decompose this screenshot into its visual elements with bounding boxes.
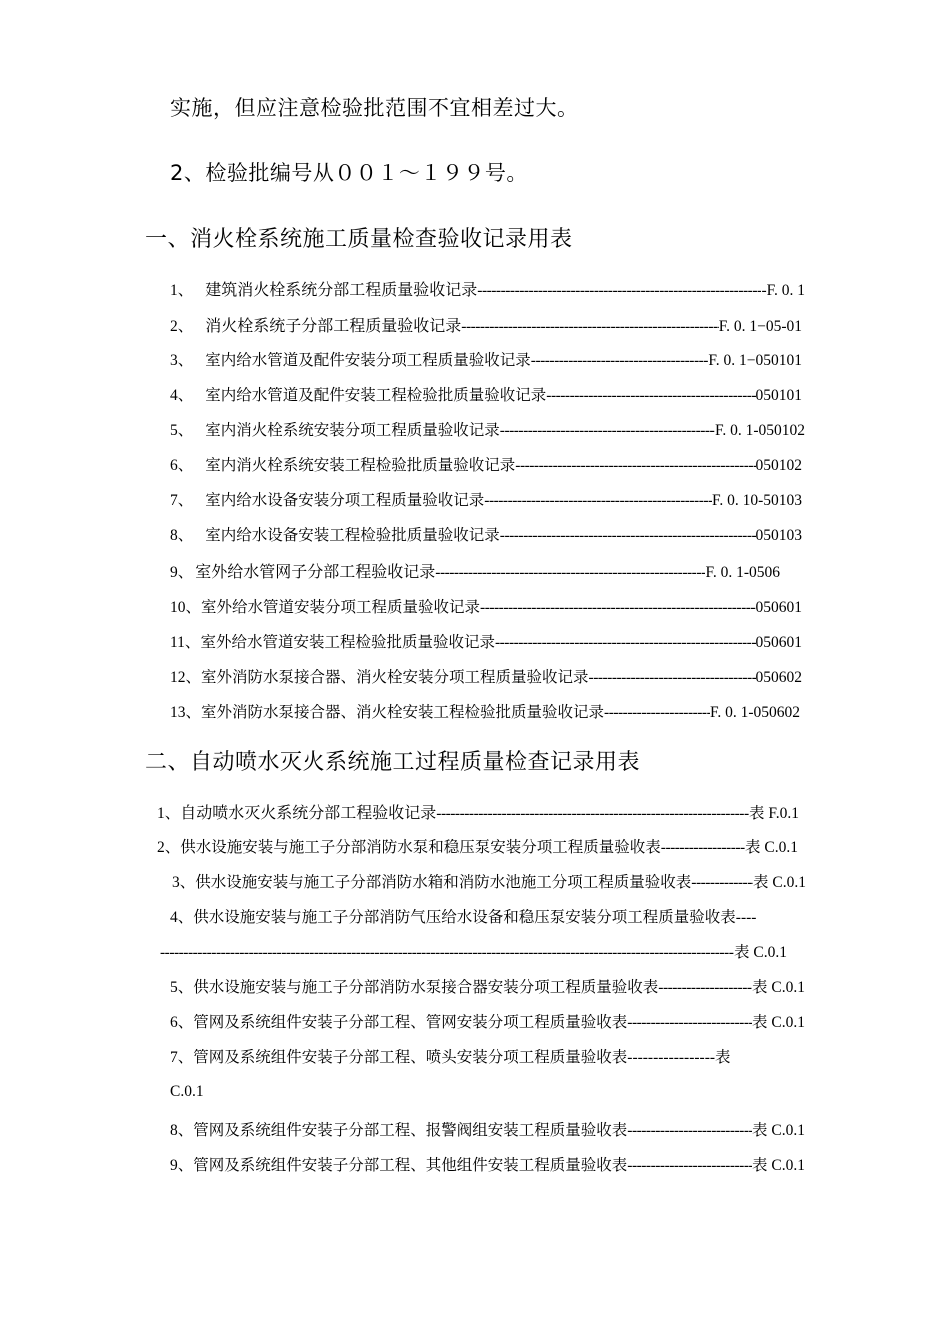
toc-item-title: 室内消火栓系统安装工程检验批质量验收记录	[205, 457, 516, 474]
toc-item-number: 11、	[170, 634, 201, 651]
toc-item-number: 7、	[170, 492, 194, 509]
toc-item[interactable]	[170, 905, 756, 927]
toc-item-number: 3、	[172, 874, 196, 891]
toc-item-code: 050602	[755, 669, 802, 686]
intro-paragraph-line: 实施，但应注意检验批范围不宜相差过大。	[170, 96, 579, 120]
toc-item-code: F. 0. 1−050101	[708, 352, 802, 369]
toc-item[interactable]	[170, 348, 802, 370]
toc-item-number: 2、	[157, 839, 181, 856]
toc-item[interactable]	[170, 418, 805, 440]
toc-item-title: 建筑消火栓系统分部工程质量验收记录	[205, 280, 478, 299]
toc-item[interactable]	[170, 595, 802, 617]
toc-item-number: 1、	[157, 805, 181, 822]
toc-item-code: 表 C.0.1	[753, 874, 806, 891]
toc-item-code: 表 C.0.1	[752, 1122, 805, 1139]
toc-item-code: F. 0. 10-50103	[711, 492, 802, 509]
dot-leader	[480, 599, 755, 617]
dot-leader	[661, 839, 745, 857]
dot-leader	[627, 1014, 752, 1032]
toc-item-number: 10、	[170, 599, 202, 616]
toc-item[interactable]	[170, 1153, 805, 1175]
toc-item-number: 9、	[170, 1157, 194, 1174]
dot-leader-trail: -----------------表	[627, 1049, 731, 1066]
toc-item-number: 5、	[170, 979, 194, 996]
dot-leader	[658, 979, 752, 997]
toc-item[interactable]	[170, 665, 802, 687]
dot-leader	[531, 352, 709, 370]
toc-item-code: -F. 0. 1	[761, 282, 805, 299]
dot-leader	[495, 634, 756, 652]
dot-leader	[515, 457, 755, 475]
toc-item-number: 8、	[170, 527, 194, 544]
toc-item-title: 室内给水管道及配件安装工程检验批质量验收记录	[205, 387, 547, 404]
section1-heading: 一、消火栓系统施工质量检查验收记录用表	[145, 227, 573, 252]
toc-item[interactable]	[157, 835, 798, 857]
toc-item-title: 管网及系统组件安装子分部工程、其他组件安装工程质量验收表	[193, 1157, 628, 1174]
toc-item-number: 7、	[170, 1049, 194, 1066]
toc-item[interactable]	[170, 277, 805, 300]
toc-item-title: 消火栓系统子分部工程质量验收记录	[205, 316, 462, 335]
toc-item-title: 室内给水管道及配件安装分项工程质量验收记录	[205, 352, 531, 369]
toc-item-continuation	[160, 940, 787, 962]
toc-item-title: 室内给水设备安装工程检验批质量验收记录	[205, 527, 500, 544]
toc-item-number: 9、	[170, 564, 194, 581]
toc-item-code: 表 C.0.1	[752, 1157, 805, 1174]
toc-item[interactable]	[170, 383, 802, 405]
toc-item[interactable]	[170, 1045, 731, 1067]
toc-item[interactable]	[157, 800, 799, 823]
toc-item-title: 室内消火栓系统安装分项工程质量验收记录	[205, 422, 500, 439]
dot-leader	[627, 1122, 752, 1140]
toc-item-code: 050101	[755, 387, 802, 404]
dot-leader	[435, 564, 705, 582]
toc-item-number: 1、	[170, 282, 194, 299]
dot-leader	[604, 704, 710, 722]
dot-leader	[500, 527, 756, 545]
toc-item-title: 供水设施安装与施工子分部消防水泵接合器安装分项工程质量验收表	[193, 979, 659, 996]
toc-item-title: 供水设施安装与施工子分部消防水泵和稳压泵安装分项工程质量验收表	[180, 839, 661, 856]
toc-item[interactable]	[170, 523, 802, 545]
toc-item[interactable]	[170, 630, 802, 652]
toc-item-title: 管网及系统组件安装子分部工程、报警阀组安装工程质量验收表	[193, 1122, 628, 1139]
toc-item-code: F. 0. 1-050102	[714, 422, 805, 439]
toc-item-title: 室外给水管道安装工程检验批质量验收记录	[200, 634, 495, 651]
toc-item[interactable]	[170, 488, 802, 510]
dot-leader	[477, 282, 761, 300]
batch-number-note: 2、检验批编号从００１～１９９号。	[170, 161, 528, 185]
dot-leader	[627, 1157, 752, 1175]
toc-item-title: 管网及系统组件安装子分部工程、喷头安装分项工程质量验收表	[193, 1049, 628, 1066]
toc-item-number: 2、	[170, 318, 194, 335]
toc-item[interactable]	[170, 1118, 805, 1140]
toc-item-title: 供水设施安装与施工子分部消防水箱和消防水池施工分项工程质量验收表	[195, 874, 692, 891]
toc-item[interactable]	[170, 453, 802, 475]
toc-item-title: 室外消防水泵接合器、消火栓安装分项工程质量验收记录	[201, 669, 589, 686]
toc-item-number: 3、	[170, 352, 194, 369]
section2-heading: 二、自动喷水灭火系统施工过程质量检查记录用表	[145, 750, 641, 775]
toc-item-code: 050601	[755, 634, 802, 651]
toc-item-title: 供水设施安装与施工子分部消防气压给水设备和稳压泵安装分项工程质量验收表	[193, 909, 736, 926]
toc-item-number: 6、	[170, 1014, 194, 1031]
toc-item[interactable]	[170, 1010, 805, 1032]
toc-item-number: 5、	[170, 422, 194, 439]
toc-item-title: 室外消防水泵接合器、消火栓安装工程检验批质量验收记录	[201, 704, 605, 721]
dot-leader	[160, 944, 734, 962]
toc-item-code: 表 C.0.1	[745, 839, 798, 856]
toc-item-code: 050601	[755, 599, 802, 616]
toc-item-title: 室内给水设备安装分项工程质量验收记录	[205, 492, 485, 509]
dot-leader	[461, 318, 718, 336]
toc-item-title: 管网及系统组件安装子分部工程、管网安装分项工程质量验收表	[193, 1014, 628, 1031]
toc-item-number: 13、	[170, 704, 202, 721]
dot-leader	[436, 805, 749, 823]
dot-leader	[691, 874, 753, 892]
toc-item-code-wrap: C.0.1	[170, 1083, 204, 1100]
toc-item-code: 表 C.0.1	[752, 1014, 805, 1031]
dot-leader-trail: ----	[735, 909, 757, 926]
toc-item-title: 自动喷水灭火系统分部工程验收记录	[180, 803, 437, 822]
toc-item[interactable]	[170, 559, 780, 582]
dot-leader	[500, 422, 715, 440]
toc-item-number: 8、	[170, 1122, 194, 1139]
toc-item[interactable]	[170, 975, 805, 997]
dot-leader	[589, 669, 756, 687]
toc-item-code: 表 F.0.1	[748, 805, 799, 822]
toc-item[interactable]	[170, 700, 800, 722]
toc-item-code: 050102	[755, 457, 802, 474]
toc-item-code: F. 0. 1-050602	[709, 704, 800, 721]
dot-leader	[546, 387, 755, 405]
toc-item-code: F. 0. 1−05-01	[718, 318, 802, 335]
toc-item[interactable]	[172, 870, 806, 892]
toc-item-number: 4、	[170, 909, 194, 926]
toc-item[interactable]	[170, 313, 802, 336]
toc-item-code: 表 C.0.1	[752, 979, 805, 996]
toc-item-number: 4、	[170, 387, 194, 404]
toc-item-code: 050103	[755, 527, 802, 544]
dot-leader	[484, 492, 712, 510]
toc-item-title: 室外给水管网子分部工程验收记录	[195, 562, 436, 581]
toc-item-number: 6、	[170, 457, 194, 474]
toc-item-title: 室外给水管道安装分项工程质量验收记录	[201, 599, 481, 616]
toc-item-code: 表 C.0.1	[734, 944, 787, 961]
toc-item-number: 12、	[170, 669, 202, 686]
toc-item-code: F. 0. 1-0506	[705, 564, 780, 581]
